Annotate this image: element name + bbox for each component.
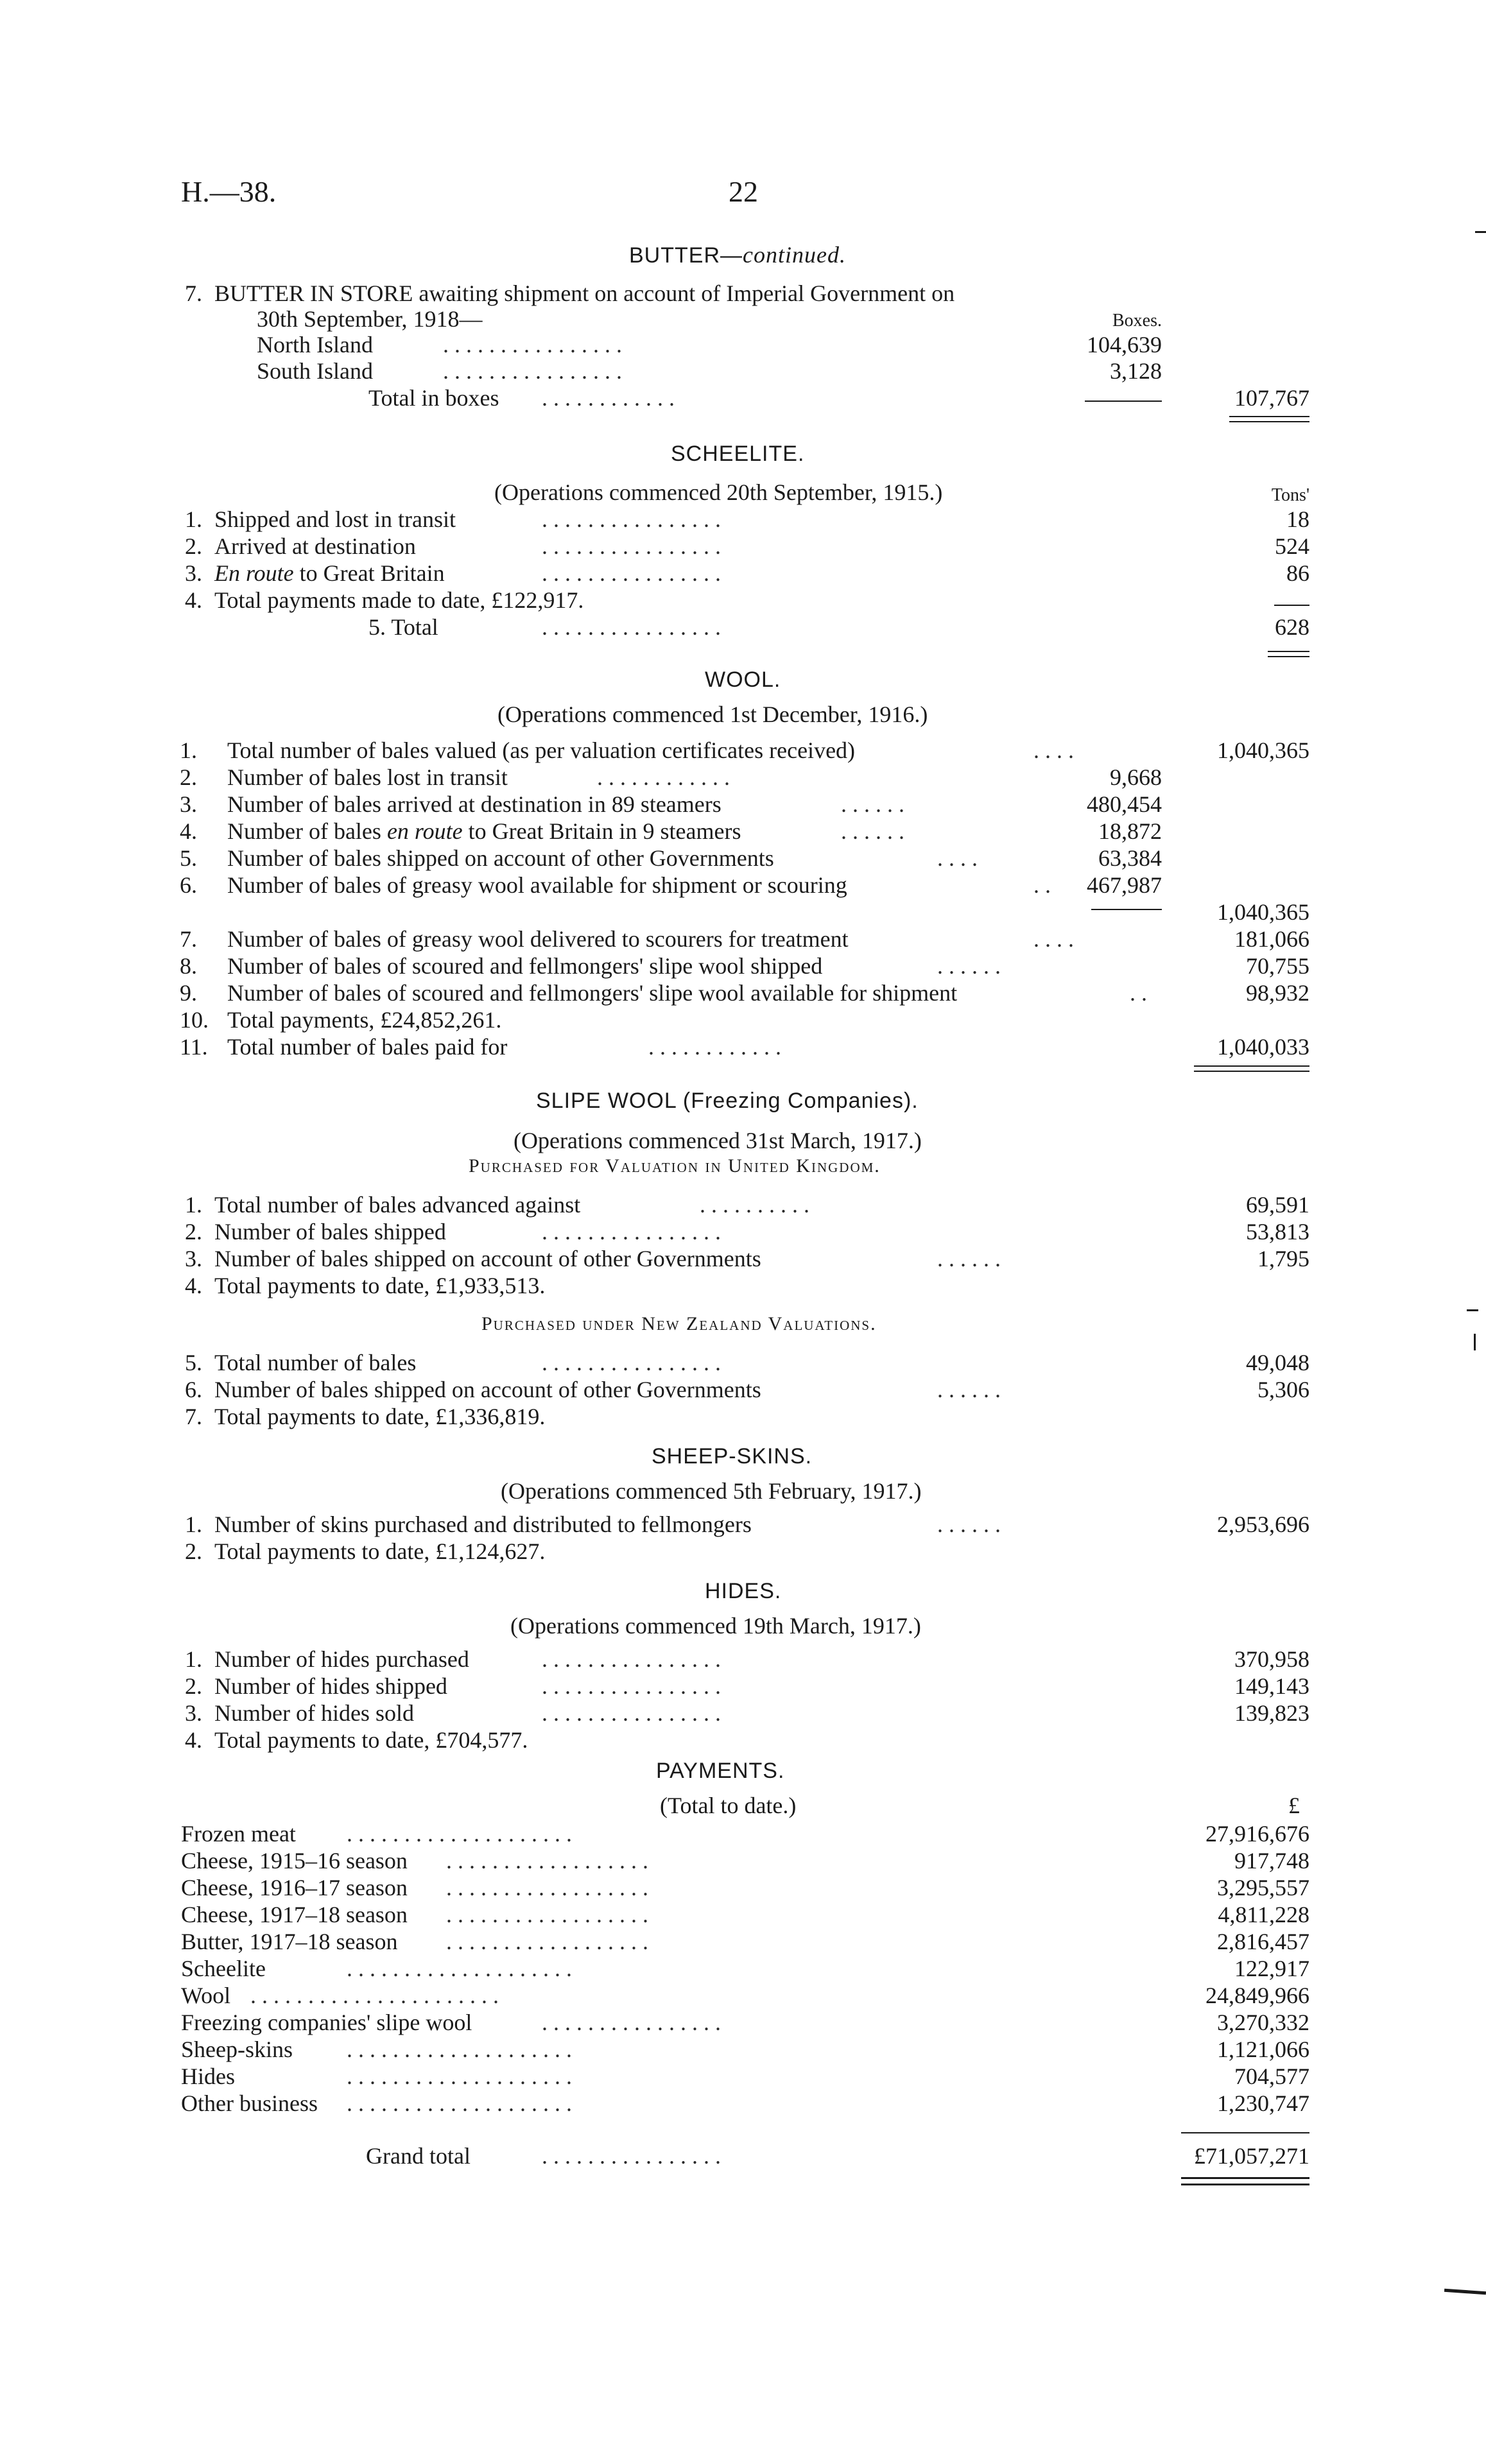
dot-leader: . . . . . . . . . . . . . . . . [443, 332, 622, 358]
slipe-row [0, 1218, 1486, 1245]
item-number: 2. [185, 1538, 202, 1564]
dot-leader: . . . . [937, 845, 978, 871]
sheepskins-row [0, 1511, 1486, 1538]
dot-leader: . . . . . . . . . . . . . . . . . . . . [347, 2090, 572, 2116]
item-number: 2. [185, 533, 202, 559]
scheelite-subtitle: (Operations commenced 20th September, 1915.) [494, 479, 943, 505]
dot-leader: . . . . . . . . . . . . . . . . [542, 1673, 721, 1699]
item-value: 370,958 [1234, 1646, 1309, 1672]
rule [1181, 2184, 1309, 2185]
rule [1194, 1071, 1309, 1072]
item-number: 3. [185, 560, 202, 586]
butter-section-title: BUTTER—continued. [629, 242, 846, 268]
item-number: 1. [185, 1512, 202, 1537]
item-label: Number of bales arrived at destination in 89 steamers [227, 791, 721, 817]
payments-subtitle: (Total to date.) [660, 1793, 797, 1818]
item-number: 5. [185, 1350, 202, 1375]
dot-leader: . . . . . . . . . . . . . . . . . . [446, 1902, 648, 1927]
dot-leader: . . . . . . . . . . . . . . . . . . . . . . [250, 1983, 499, 2008]
payment-value: 1,230,747 [1217, 2090, 1309, 2116]
item-number: 2. [180, 764, 197, 790]
slipe-row [0, 1272, 1486, 1299]
payment-value: 917,748 [1234, 1848, 1309, 1874]
item-label: Total payments to date, £1,933,513. [214, 1273, 546, 1298]
dot-leader: . . . . . . . . . . . . . . . . [542, 533, 721, 559]
wool-row [0, 872, 1486, 899]
hides-subtitle: (Operations commenced 19th March, 1917.) [510, 1613, 921, 1639]
item-value: 69,591 [1246, 1192, 1309, 1218]
payments-currency-head: £ [1288, 1793, 1300, 1818]
item-number: 7. [185, 1404, 202, 1429]
item-label: Total number of bales [214, 1350, 417, 1375]
payments-row [0, 2090, 1486, 2117]
item-number: 9. [180, 980, 197, 1006]
dot-leader: . . . . [1033, 737, 1074, 763]
scheelite-total-row [0, 614, 1486, 641]
item-number: 10. [180, 1007, 209, 1033]
item-label: Total payments to date, £1,124,627. [214, 1538, 546, 1564]
butter-item-text: BUTTER IN STORE awaiting shipment on account of Imperial Government on [214, 280, 955, 306]
butter-south-row [0, 358, 1486, 384]
slipe-row [0, 1245, 1486, 1272]
butter-item-text-2: 30th September, 1918— [257, 306, 483, 332]
hides-row [0, 1673, 1486, 1700]
butter-total-value: 107,767 [1234, 385, 1309, 411]
scheelite-row [0, 587, 1486, 614]
rule [1268, 651, 1309, 652]
item-inner-value: 480,454 [1087, 791, 1162, 817]
payments-row [0, 1955, 1486, 1982]
dot-leader: . . . . . . . . . . . . . . . . . . . . [347, 2063, 572, 2089]
item-value: 2,953,696 [1217, 1512, 1309, 1537]
scan-edge-mark [1474, 1334, 1476, 1350]
scheelite-row [0, 506, 1486, 533]
wool-row [0, 1006, 1486, 1033]
item-number: 5. [180, 845, 197, 871]
hides-row [0, 1727, 1486, 1753]
butter-total-label: Total in boxes [368, 385, 499, 411]
item-number: 6. [180, 872, 197, 898]
rule [1194, 1065, 1309, 1067]
payments-row [0, 2036, 1486, 2063]
item-value: 70,755 [1246, 953, 1309, 979]
dot-leader: . . . . . . . . . . . . . . . . [542, 2010, 721, 2035]
dot-leader: . . . . . . . . . . . . [648, 1034, 781, 1060]
wool-section-title: WOOL. [705, 668, 781, 692]
item-value: 5,306 [1257, 1377, 1309, 1402]
page-number: 22 [729, 175, 758, 208]
payments-row [0, 1874, 1486, 1901]
item-number: 2. [185, 1219, 202, 1245]
scheelite-total-label: 5. Total [368, 614, 438, 640]
wool-subtotal-row [0, 899, 1486, 926]
dot-leader: . . . . . . . . . . . . . . . . [542, 506, 721, 532]
item-number: 6. [185, 1377, 202, 1402]
item-inner-value: 467,987 [1087, 872, 1162, 898]
payment-value: 2,816,457 [1217, 1929, 1309, 1954]
dot-leader: . . . . . . . . . . . . . . . . [443, 358, 622, 384]
item-label: Number of bales shipped on account of other Governments [214, 1246, 761, 1271]
item-value: 49,048 [1246, 1350, 1309, 1375]
butter-col-head: Boxes. [1112, 311, 1162, 331]
item-value: 149,143 [1234, 1673, 1309, 1699]
payments-row [0, 1982, 1486, 2009]
slipe-uk-heading: Purchased for Valuation in United Kingdom. [469, 1155, 881, 1176]
item-number: 2. [185, 1673, 202, 1699]
item-label: Number of bales en route to Great Britain in 9 steamers [227, 818, 741, 844]
item-value: 524 [1275, 533, 1309, 559]
item-value: 18 [1286, 506, 1309, 532]
dot-leader: . . . . . . . . . . . . [542, 385, 675, 411]
dot-leader: . . . . . . . . . . . . . . . . . . . . [347, 2037, 572, 2062]
item-label: Number of hides shipped [214, 1673, 447, 1699]
item-label: Total payments, £24,852,261. [227, 1007, 502, 1033]
payment-label: Wool [181, 1983, 231, 2008]
item-inner-value: 18,872 [1098, 818, 1162, 844]
dot-leader: . . . . . . [937, 1246, 1001, 1271]
item-value: 98,932 [1246, 980, 1309, 1006]
dot-leader: . . . . . . . . . . . . . . . . [542, 614, 721, 640]
item-label: Arrived at destination [214, 533, 416, 559]
scheelite-total-value: 628 [1275, 614, 1309, 640]
payment-value: 4,811,228 [1218, 1902, 1309, 1927]
scheelite-row [0, 560, 1486, 587]
wool-row [0, 845, 1486, 872]
payment-label: Scheelite [181, 1956, 266, 1981]
dot-leader: . . . . . . . . . . . . [597, 764, 730, 790]
dot-leader: . . . . . . . . . . . . . . . . . . [446, 1875, 648, 1900]
item-value: 1,795 [1257, 1246, 1309, 1271]
item-label: En route to Great Britain [214, 560, 445, 586]
wool-subtotal-value: 1,040,365 [1217, 899, 1309, 925]
item-number: 4. [185, 1273, 202, 1298]
item-value: 181,066 [1234, 926, 1309, 952]
item-label: Total payments to date, £704,577. [214, 1727, 528, 1753]
scheelite-section-title: SCHEELITE. [671, 442, 805, 466]
item-label: Number of bales shipped on account of other Governments [214, 1377, 761, 1402]
payment-label: Hides [181, 2063, 235, 2089]
item-label: Shipped and lost in transit [214, 506, 456, 532]
payment-label: Other business [181, 2090, 318, 2116]
dot-leader: . . . . . . . . . . . . . . . . [542, 2143, 721, 2169]
item-number: 7. [180, 926, 197, 952]
sheepskins-row [0, 1538, 1486, 1565]
butter-south-value: 3,128 [1110, 358, 1162, 384]
item-number: 3. [185, 1700, 202, 1726]
sheepskins-section-title: SHEEP-SKINS. [652, 1444, 813, 1469]
payment-label: Cheese, 1915–16 season [181, 1848, 408, 1874]
payments-section-title: PAYMENTS. [656, 1759, 785, 1783]
item-label: Number of skins purchased and distributed to fellmongers [214, 1512, 752, 1537]
item-number: 4. [185, 587, 202, 613]
item-value: 53,813 [1246, 1219, 1309, 1245]
item-label: Total payments to date, £1,336,819. [214, 1404, 546, 1429]
payments-row [0, 1820, 1486, 1847]
slipe-subtitle: (Operations commenced 31st March, 1917.) [514, 1128, 922, 1153]
rule [1274, 605, 1309, 606]
item-value: 86 [1286, 560, 1309, 586]
item-label: Number of hides purchased [214, 1646, 469, 1672]
payment-label: Freezing companies' slipe wool [181, 2010, 472, 2035]
rule [1229, 416, 1309, 417]
item-number: 4. [180, 818, 197, 844]
dot-leader: . . [1130, 980, 1147, 1006]
payment-value: 24,849,966 [1205, 1983, 1309, 2008]
payment-label: Frozen meat [181, 1821, 296, 1847]
item-label: Number of bales lost in transit [227, 764, 508, 790]
payment-value: 1,121,066 [1217, 2037, 1309, 2062]
scan-edge-mark [1467, 1309, 1478, 1311]
item-label: Number of bales of greasy wool delivered to scourers for treatment [227, 926, 849, 952]
dot-leader: . . . . . . . . . . . . . . . . . . . . [347, 1821, 572, 1847]
butter-total-row [0, 384, 1486, 411]
item-number: 8. [180, 953, 197, 979]
slipe-row [0, 1403, 1486, 1430]
payment-label: Sheep-skins [181, 2037, 293, 2062]
dot-leader: . . . . . . [937, 953, 1001, 979]
butter-item-no: 7. [185, 280, 202, 306]
payment-label: Cheese, 1917–18 season [181, 1902, 408, 1927]
dot-leader: . . . . . . . . . . . . . . . . [542, 1350, 721, 1375]
dot-leader: . . . . . . . . . . . . . . . . [542, 1646, 721, 1672]
payments-row [0, 2063, 1486, 2090]
item-number: 1. [185, 506, 202, 532]
payment-label: Butter, 1917–18 season [181, 1929, 398, 1954]
payments-row [0, 1847, 1486, 1874]
item-value: 1,040,365 [1217, 737, 1309, 763]
butter-south-label: South Island [257, 358, 374, 384]
item-label: Total number of bales advanced against [214, 1192, 581, 1218]
butter-north-label: North Island [257, 332, 373, 358]
item-inner-value: 9,668 [1110, 764, 1162, 790]
payment-label: Cheese, 1916–17 season [181, 1875, 408, 1900]
item-label: Number of hides sold [214, 1700, 414, 1726]
scan-edge-mark [1444, 2289, 1486, 2295]
dot-leader: . . . . . . . . . . . . . . . . [542, 1219, 721, 1245]
hides-row [0, 1646, 1486, 1673]
dot-leader: . . . . . . [937, 1377, 1001, 1402]
item-label: Number of bales of greasy wool available for shipment or scouring [227, 872, 847, 898]
wool-row [0, 818, 1486, 845]
dot-leader: . . . . [1033, 926, 1074, 952]
payment-value: 27,916,676 [1205, 1821, 1309, 1847]
dot-leader: . . [1033, 872, 1051, 898]
rule [1085, 401, 1162, 402]
dot-leader: . . . . . . . . . . . . . . . . . . [446, 1929, 648, 1954]
payments-grand-total-row [0, 2142, 1486, 2169]
dot-leader: . . . . . . . . . . [700, 1192, 809, 1218]
slipe-row [0, 1349, 1486, 1376]
item-number: 3. [185, 1246, 202, 1271]
slipe-row [0, 1191, 1486, 1218]
item-number: 1. [185, 1192, 202, 1218]
scan-edge-mark [1475, 231, 1486, 233]
dot-leader: . . . . . . [841, 818, 904, 844]
grand-total-label: Grand total [366, 2143, 471, 2169]
item-label: Number of bales shipped on account of other Governments [227, 845, 774, 871]
payment-value: 3,295,557 [1217, 1875, 1309, 1900]
payment-value: 3,270,332 [1217, 2010, 1309, 2035]
wool-row [0, 926, 1486, 952]
hides-row [0, 1700, 1486, 1727]
item-number: 11. [180, 1034, 208, 1060]
item-number: 4. [185, 1727, 202, 1753]
rule [1268, 656, 1309, 657]
sheepskins-subtitle: (Operations commenced 5th February, 1917.) [501, 1478, 922, 1504]
item-value: 139,823 [1234, 1700, 1309, 1726]
dot-leader: . . . . . . . . . . . . . . . . . . [446, 1848, 648, 1874]
slipe-section-title: SLIPE WOOL (Freezing Companies). [536, 1089, 919, 1113]
payments-row [0, 2009, 1486, 2036]
wool-row [0, 791, 1486, 818]
wool-row [0, 952, 1486, 979]
grand-total-value: £71,057,271 [1194, 2143, 1309, 2169]
dot-leader: . . . . . . [841, 791, 904, 817]
dot-leader: . . . . . . . . . . . . . . . . [542, 560, 721, 586]
item-number: 1. [185, 1646, 202, 1672]
item-label: Number of bales of scoured and fellmongers' slipe wool shipped [227, 953, 823, 979]
dot-leader: . . . . . . [937, 1512, 1001, 1537]
item-label: Number of bales of scoured and fellmongers' slipe wool available for shipment [227, 980, 958, 1006]
rule [1229, 421, 1309, 422]
item-inner-value: 63,384 [1098, 845, 1162, 871]
payments-row [0, 1928, 1486, 1955]
item-label: Total number of bales paid for [227, 1034, 508, 1060]
dot-leader: . . . . . . . . . . . . . . . . [542, 1700, 721, 1726]
report-reference: H.—38. [181, 175, 277, 208]
wool-row [0, 1033, 1486, 1060]
wool-subtitle: (Operations commenced 1st December, 1916.) [497, 702, 928, 727]
item-number: 1. [180, 737, 197, 763]
scheelite-col-head: Tons' [1271, 485, 1309, 505]
wool-row [0, 764, 1486, 791]
slipe-row [0, 1376, 1486, 1403]
payments-row [0, 1901, 1486, 1928]
hides-section-title: HIDES. [705, 1579, 782, 1603]
slipe-nz-heading: Purchased under New Zealand Valuations. [481, 1313, 877, 1334]
butter-north-value: 104,639 [1087, 332, 1162, 358]
payment-value: 704,577 [1234, 2063, 1309, 2089]
butter-north-row [0, 331, 1486, 358]
payment-value: 122,917 [1234, 1956, 1309, 1981]
item-label: Total payments made to date, £122,917. [214, 587, 584, 613]
wool-row [0, 737, 1486, 764]
wool-row [0, 979, 1486, 1006]
item-label: Total number of bales valued (as per valuation certificates received) [227, 737, 856, 763]
dot-leader: . . . . . . . . . . . . . . . . . . . . [347, 1956, 572, 1981]
rule [1181, 2132, 1309, 2133]
item-value: 1,040,033 [1217, 1034, 1309, 1060]
item-number: 3. [180, 791, 197, 817]
rule [1181, 2177, 1309, 2179]
item-label: Number of bales shipped [214, 1219, 446, 1245]
scheelite-row [0, 533, 1486, 560]
